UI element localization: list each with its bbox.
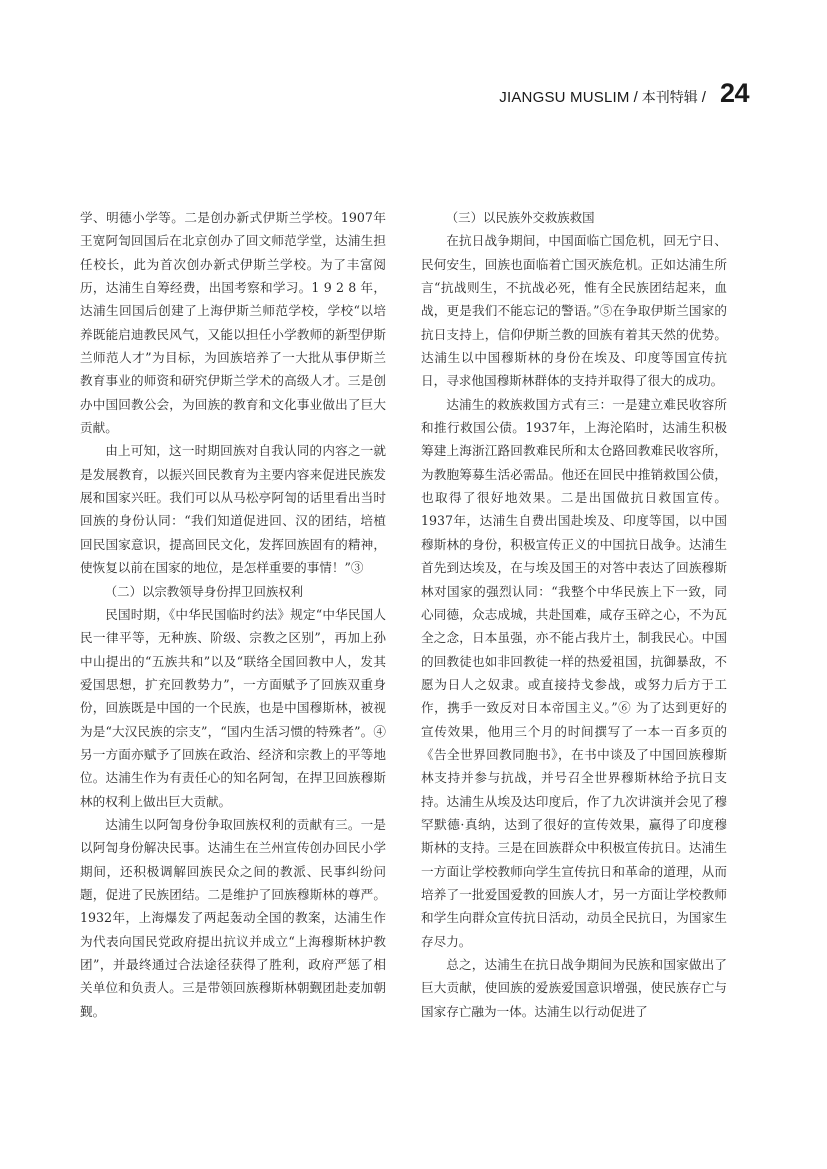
paragraph: 在抗日战争期间，中国面临亡国危机，回无宁日、民何安生，回族也面临着亡国灭族危机。正如达浦生所言“抗战则生，不抗战必死，惟有全民族团结起来，血战，更是我们不能忘记的警语。”⑤在争取伊斯兰国家的抗日支持上，信仰伊斯兰教的回族有着其天然的优势。达浦生以中国穆斯林的身份在埃及、印度等国宣传抗日，寻求他国穆斯林群体的支持并取得了很大的成功。 — [421, 233, 727, 389]
paragraph: 民国时期，《中华民国临时约法》规定“中华民国人民一律平等，无种族、阶级、宗教之区别”，再加上孙中山提出的“五族共和”以及“联络全国回教中人，发其爱国思想，扩充回教势力”，一方面赋予了回族双重身份，回族既是中国的一个民族，也是中国穆斯林，被视为是“大汉民族的宗支”，“国内生活习惯的特殊者”。④另一方面亦赋予了回族在政治、经济和宗教上的平等地位。达浦生作为有责任心的知名阿訇，在捍卫回族穆斯林的权利上做出巨大贡献。 — [80, 606, 386, 809]
left-column — [80, 206, 386, 1023]
running-header — [499, 78, 749, 109]
section-name: 本刊特辑 — [641, 90, 698, 106]
header-separator: / — [701, 89, 706, 106]
right-column — [421, 206, 727, 1023]
paragraph: 达浦生的救族救国方式有三：一是建立难民收容所和推行救国公债。1937年，上海沦陷时，达浦生积极筹建上海浙江路回教难民所和太仓路回教难民收容所，为教胞筹募生活必需品。他还在回民中推销救国公债，也取得了很好地效果。二是出国做抗日救国宣传。1937年，达浦生自费出国赴埃及、印度等国，以中国穆斯林的身份，积极宣传正义的中国抗日战争。达浦生首先到达埃及，在与埃及国王的对答中表达了回族穆斯林对国家的强烈认同：“我整个中华民族上下一致，同心同德，众志成城，共赴国难，咸存玉碎之心，不为瓦全之念，日本虽强，亦不能占我片土，制我民心。中国的回教徒也如非回教徒一样的热爱祖国，抗御暴敌，不愿为日人之奴隶。或直接持戈参战，或努力后方于工作，携手一致反对日本帝国主义。”⑥ 为了达到更好的宣传效果，他用三个月的时间撰写了一本一百多页的《告全世界回教同胞书》，在书中谈及了中国回族穆斯林支持并参与抗战，并号召全世界穆斯林给予抗日支持。达浦生从埃及达印度后，作了九次讲演并会见了穆罕默德·真纳，达到了很好的宣传效果，赢得了印度穆斯林的支持。三是在回族群众中积极宣传抗日。达浦生一方面让学校教师向学生宣传抗日和革命的道理，从而培养了一批爱国爱教的回族人才，另一方面让学校教师和学生向群众宣传抗日活动，动员全民抗日，为国家生存尽力。 — [421, 396, 727, 949]
paragraph: 总之，达浦生在抗日战争期间为民族和国家做出了巨大贡献，使回族的爱族爱国意识增强，使民族存亡与国家存亡融为一体。达浦生以行动促进了 — [421, 957, 727, 1019]
paragraph: 由上可知，这一时期回族对自我认同的内容之一就是发展教育，以振兴回民教育为主要内容来促进民族发展和国家兴旺。我们可以从马松亭阿訇的话里看出当时回族的身份认同：“我们知道促进回、汉的团结，培植回民国家意识，提高回民文化，发挥回族固有的精神，使恢复以前在国家的地位，是怎样重要的事情！”③ — [80, 443, 386, 576]
page-number: 24 — [719, 78, 749, 108]
section-heading: （三）以民族外交救族救国 — [445, 210, 595, 225]
header-separator: / — [633, 89, 638, 106]
paragraph: 学、明德小学等。二是创办新式伊斯兰学校。1907年王宽阿訇回国后在北京创办了回文师范学堂，达浦生担任校长，此为首次创办新式伊斯兰学校。为了丰富阅历，达浦生自筹经费，出国考察和学习。1 9 2 8 年，达浦生回国后创建了上海伊斯兰师范学校，学校“以培养既能启迪教民风气，又能以担任小学教师的新型伊斯兰师范人才”为目标，为回族培养了一大批从事伊斯兰教育事业的师资和研究伊斯兰学术的高级人才。三是创办中国回教公会，为回族的教育和文化事业做出了巨大贡献。 — [80, 210, 386, 436]
magazine-name: JIANGSU MUSLIM — [499, 89, 630, 106]
section-heading: （二）以宗教领导身份捍卫回族权利 — [104, 583, 304, 599]
paragraph: 达浦生以阿訇身份争取回族权利的贡献有三。一是以阿訇身份解决民事。达浦生在兰州宣传创办回民小学期间，还积极调解回族民众之间的教派、民事纠纷问题，促进了民族团结。二是维护了回族穆斯林的尊严。1932年，上海爆发了两起轰动全国的教案，达浦生作为代表向国民党政府提出抗议并成立“上海穆斯林护教团”，并最终通过合法途径获得了胜利，政府严惩了相关单位和负责人。三是带领回族穆斯林朝觐团赴麦加朝觐。 — [80, 816, 386, 1019]
